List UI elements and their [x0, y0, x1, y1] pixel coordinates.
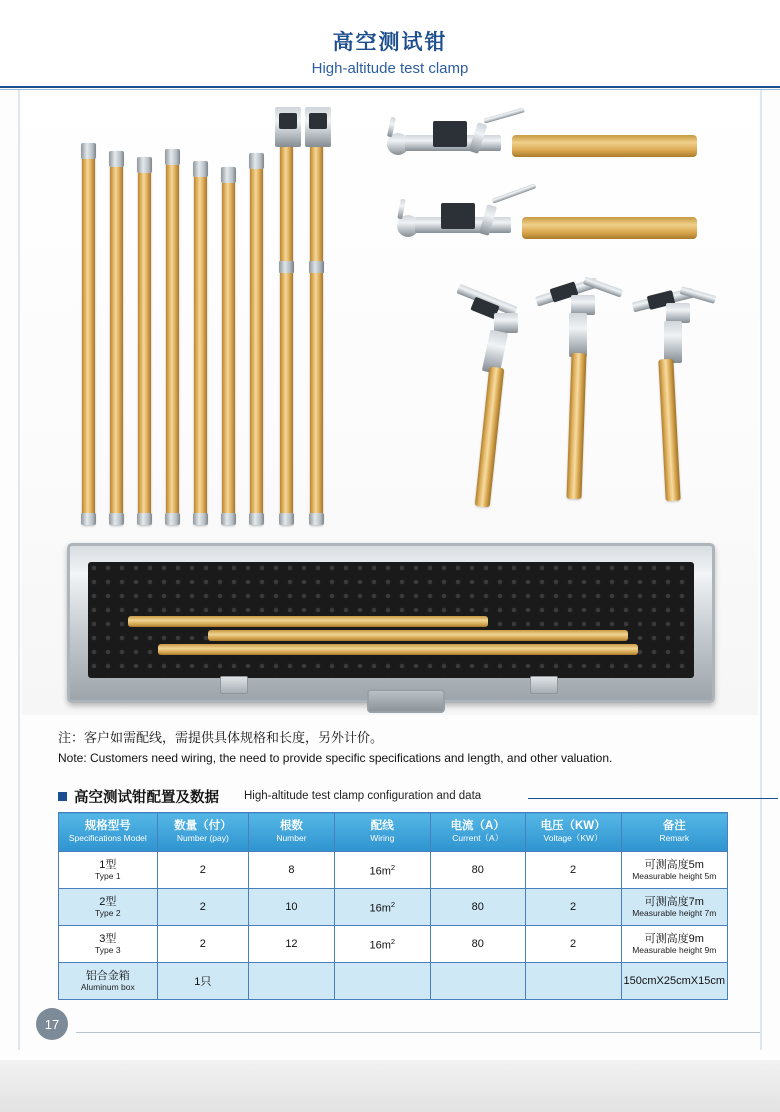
rod-6	[222, 167, 235, 525]
cell-wiring: $16m^2$	[334, 889, 430, 926]
col-head-cn: 数量（付）	[174, 820, 232, 832]
rod-cap-top-icon	[165, 149, 180, 165]
clamp-shaft	[512, 135, 697, 157]
spec-table-header-row	[59, 813, 728, 852]
rod-joint-icon	[279, 261, 294, 273]
insulating-pole	[566, 353, 586, 499]
clamp-pole-unit-3	[622, 287, 732, 517]
cell-voltage: 2	[525, 926, 621, 963]
insulating-pole	[475, 367, 505, 508]
clamp-collar	[569, 313, 587, 357]
page-footer	[36, 1008, 746, 1048]
left-rule	[18, 90, 20, 1050]
clamp-head-group	[397, 201, 527, 245]
clamp-jaw-icon	[433, 121, 467, 147]
rod-9-assembled	[310, 121, 323, 525]
col-head-en: Remark	[659, 833, 690, 843]
clamp-pivot-icon	[494, 313, 518, 333]
spec-table	[58, 812, 728, 1000]
rod-cap-bottom-icon	[309, 513, 324, 525]
cell-current	[430, 963, 525, 1000]
square-bullet-icon	[58, 792, 67, 801]
rod-cap-bottom-icon	[221, 513, 236, 525]
cell-number: 8	[249, 852, 335, 889]
col-specifications-model	[59, 813, 158, 852]
clamp-jaw-icon	[441, 203, 475, 229]
note-en: Note: Customers need wiring, the need to provide specific specifications and length, and other valuation.	[58, 751, 613, 765]
rod-cap-bottom-icon	[249, 513, 264, 525]
note-cn: 注：客户如需配线，需提供具体规格和长度，另外计价。	[58, 730, 384, 745]
insulating-pole	[658, 359, 680, 502]
cell-voltage	[525, 963, 621, 1000]
page-header	[0, 0, 780, 86]
col-head-cn: 配线	[370, 820, 394, 832]
col-head-cn: 电流（A）	[450, 820, 505, 832]
col-head-en: Current（A）	[452, 833, 504, 843]
cell-remark: 可测高度7m Measurable height 7m	[621, 889, 728, 926]
col-number	[249, 813, 335, 852]
col-current	[430, 813, 525, 852]
col-head-en: Number	[276, 833, 307, 843]
table-row	[59, 963, 728, 1000]
col-head-cn: 电压（KW）	[540, 820, 606, 832]
cell-number-pay: 2	[157, 926, 248, 963]
table-row	[59, 926, 728, 963]
col-head-en: Number (pay)	[176, 833, 229, 843]
clamp-head-group	[387, 121, 517, 165]
cell-number-pay: 2	[157, 852, 248, 889]
col-voltage	[525, 813, 621, 852]
clamp-handle-rod	[483, 107, 525, 123]
cell-current: 80	[430, 926, 525, 963]
col-number-pay	[157, 813, 248, 852]
section-title-en: High-altitude test clamp configuration and data	[244, 790, 482, 802]
col-head-cn: 备注	[662, 820, 686, 832]
rod-cap-bottom-icon	[137, 513, 152, 525]
clamp-assembly-top	[387, 113, 697, 183]
cell-current: 80	[430, 852, 525, 889]
cell-remark: 可测高度9m Measurable height 9m	[621, 926, 728, 963]
rod-cap-top-icon	[109, 151, 124, 167]
cell-model: 2型 Type 2	[59, 889, 158, 926]
rod-cap-bottom-icon	[193, 513, 208, 525]
clamp-pole-unit-2	[527, 277, 637, 517]
clamp-pivot-icon	[666, 303, 690, 323]
section-title-rule	[528, 798, 778, 799]
page-title-en: High-altitude test clamp	[311, 60, 469, 77]
note-block	[58, 728, 748, 768]
col-head-cn: 规格型号	[84, 820, 131, 832]
case-rod	[208, 630, 628, 641]
clamp-collar	[664, 321, 682, 363]
col-head-en: Voltage（KW）	[543, 833, 603, 843]
rod-cap-top-icon	[81, 143, 96, 159]
cell-model: 3型 Type 3	[59, 926, 158, 963]
cell-number: 12	[249, 926, 335, 963]
cell-wiring	[334, 963, 430, 1000]
rod-joint-icon	[309, 261, 324, 273]
rod-3	[138, 157, 151, 525]
cell-number-pay: 1只	[157, 963, 248, 1000]
rod-cap-bottom-icon	[279, 513, 294, 525]
rod-cap-bottom-icon	[81, 513, 96, 525]
aluminum-case-photo	[67, 543, 715, 703]
right-rule	[760, 90, 762, 1050]
clamp-handle-rod	[492, 183, 537, 203]
case-rod	[158, 644, 638, 655]
clamp-jaw-icon	[279, 113, 297, 129]
case-body	[67, 543, 715, 703]
cell-number-pay: 2	[157, 889, 248, 926]
col-remark	[621, 813, 728, 852]
rod-2	[110, 151, 123, 525]
rod-5	[194, 161, 207, 525]
table-row	[59, 889, 728, 926]
page-title-cn: 高空测试钳	[332, 31, 448, 54]
clamp-shaft	[522, 217, 697, 239]
clamp-pivot-icon	[571, 295, 595, 315]
section-title-cn: 高空测试钳配置及数据	[74, 790, 219, 806]
case-foam-lining	[88, 562, 694, 678]
insulating-rods-group	[82, 115, 352, 525]
clamp-assembly-second	[397, 193, 697, 265]
bottom-band	[0, 1060, 780, 1112]
rod-cap-top-icon	[137, 157, 152, 173]
rod-cap-top-icon	[221, 167, 236, 183]
case-rod	[128, 616, 488, 627]
cell-wiring: $16m^2$	[334, 852, 430, 889]
col-head-cn: 根数	[279, 820, 303, 832]
cell-wiring: $16m^2$	[334, 926, 430, 963]
page-number: 17	[36, 1008, 68, 1040]
rod-cap-top-icon	[193, 161, 208, 177]
clamp-jaw-icon	[309, 113, 327, 129]
table-row	[59, 852, 728, 889]
cell-current: 80	[430, 889, 525, 926]
cell-remark: 150cmX25cmX15cm	[621, 963, 728, 1000]
col-head-en: Wiring	[370, 833, 395, 843]
case-latch-left	[220, 676, 248, 694]
col-wiring	[334, 813, 430, 852]
cell-model: 1型 Type 1	[59, 852, 158, 889]
spec-table-body	[59, 852, 728, 1000]
product-photo-area	[22, 95, 758, 715]
rod-8-assembled	[280, 121, 293, 525]
header-divider-secondary	[0, 89, 780, 90]
cell-voltage: 2	[525, 852, 621, 889]
rod-cap-bottom-icon	[165, 513, 180, 525]
rod-cap-top-icon	[249, 153, 264, 169]
col-head-en: Specifications Model	[68, 833, 147, 843]
section-title	[58, 786, 748, 808]
cell-number: 10	[249, 889, 335, 926]
cell-remark: 可测高度5m Measurable height 5m	[621, 852, 728, 889]
spec-table-head	[59, 813, 728, 852]
rod-7	[250, 153, 263, 525]
header-divider	[0, 86, 780, 88]
case-handle	[367, 689, 445, 713]
rod-4	[166, 149, 179, 525]
cell-voltage: 2	[525, 889, 621, 926]
clamp-handle-rod	[680, 286, 717, 304]
rod-cap-bottom-icon	[109, 513, 124, 525]
footer-rule	[76, 1032, 760, 1033]
rod-1	[82, 143, 95, 525]
case-latch-right	[530, 676, 558, 694]
cell-number	[249, 963, 335, 1000]
cell-model: 铝合金箱 Aluminum box	[59, 963, 158, 1000]
